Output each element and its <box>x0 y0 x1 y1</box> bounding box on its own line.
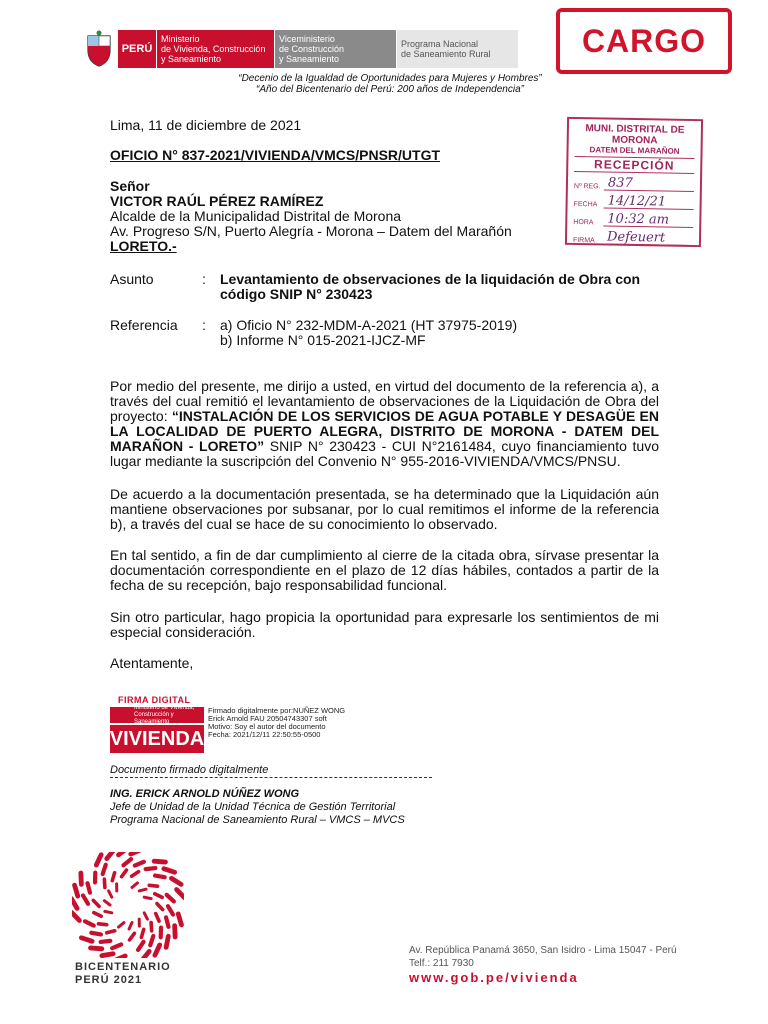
cargo-stamp: CARGO <box>556 8 732 74</box>
program-tag: Programa Nacional de Saneamiento Rural <box>396 30 518 68</box>
oficio-number: OFICIO N° 837-2021/VIVIENDA/VMCS/PNSR/UTGT <box>110 147 441 163</box>
recipient-block <box>110 179 512 254</box>
viceministry-tag: Viceministerio de Construcción y Saneamiento <box>274 30 396 68</box>
referencia-items: a) Oficio N° 232-MDM-A-2021 (HT 37975-2019) b) Informe N° 015-2021-IJCZ-MF <box>220 317 518 348</box>
recipient-salute: Señor <box>110 178 150 194</box>
asunto-colon: : <box>202 271 206 287</box>
referencia-label: Referencia <box>110 317 178 333</box>
referencia-colon: : <box>202 317 206 333</box>
footer-website: www.gob.pe/vivienda <box>409 970 579 985</box>
digital-signature-details: Firmado digitalmente por:NUÑEZ WONG Erick Arnold FAU 20504743307 soft Motivo: Soy el autor del documento Fecha: 2021/12/11 22:50:55-0500 <box>208 706 346 739</box>
ministry-tag: Ministerio de Vivienda, Construcción y Saneamiento <box>156 30 274 68</box>
asunto-label: Asunto <box>110 271 154 287</box>
reception-stamp: MUNI. DISTRITAL DE MORONA DATEM DEL MARAÑON RECEPCIÓN Nº REG. 837 FECHA 14/12/21 HORA 10:32 am FIRMA Defeuert <box>565 117 703 247</box>
signer-title: Jefe de Unidad de la Unidad Técnica de Gestión Territorial <box>110 801 396 813</box>
vivienda-logo: VIVIENDA <box>110 725 204 753</box>
body-paragraph-1: Por medio del presente, me dirijo a usted, en virtud del documento de la referencia a), a través del cual remitió el levantamiento de observaciones de la Liquidación de Obra del proyecto: “INSTALACIÓN DE LOS SERVICIOS DE AGUA POTABLE Y DESAGÜE EN LA LOCALIDAD DE PUERTO ALEGRA, DISTRITO DE MORONA - DATEM DEL MARAÑON - LORETO” SNIP N° 230423 - CUI N°2161484, cuyo financiamiento tuvo lugar mediante la suscripción del Convenio N° 955-2016-VIVIENDA/VMCS/PNSU. <box>110 378 659 469</box>
documento-firmado: Documento firmado digitalmente <box>110 764 269 776</box>
recipient-role: Alcalde de la Municipalidad Distrital de Morona <box>110 208 402 224</box>
recipient-address: Av. Progreso S/N, Puerto Alegría - Morona – Datem del Marañón <box>110 223 512 239</box>
closing: Atentamente, <box>110 655 194 671</box>
letter-date: Lima, 11 de diciembre de 2021 <box>110 117 302 133</box>
coat-of-arms-icon <box>84 30 114 68</box>
body-paragraph-2: De acuerdo a la documentación presentada, se ha determinado que la Liquidación aún mantiene observaciones por subsanar, por lo cual remitimos el informe de la referencia b), a través del cual se hace de su conocimiento lo observado. <box>110 486 659 532</box>
body-paragraph-4: Sin otro particular, hago propicia la oportunidad para expresarle los sentimientos de mi especial consideración. <box>110 609 659 640</box>
footer-address: Av. República Panamá 3650, San Isidro - Lima 15047 - Perú Telf.: 211 7930 <box>409 945 677 969</box>
bicentenario-text: BICENTENARIO PERÚ 2021 <box>75 961 171 986</box>
signer-program: Programa Nacional de Saneamiento Rural – VMCS – MVCS <box>110 814 405 826</box>
letterhead <box>84 30 518 68</box>
recipient-region: LORETO.- <box>110 238 177 254</box>
decenio-motto: “Decenio de la Igualdad de Oportunidades para Mujeres y Hombres” “Año del Bicentenario del Perú: 200 años de Independencia” <box>238 73 542 95</box>
signature-divider <box>110 777 432 778</box>
ministry-mini-logo: Ministerio de Vivienda, Construcción y Saneamiento <box>110 707 204 723</box>
signer-name: ING. ERICK ARNOLD NÚÑEZ WONG <box>110 788 300 800</box>
signer-block <box>110 788 405 827</box>
asunto-text: Levantamiento de observaciones de la liquidación de Obra con código SNIP N° 230423 <box>220 271 641 302</box>
body-paragraph-3: En tal sentido, a fin de dar cumplimiento al cierre de la citada obra, sírvase presentar la documentación correspondiente en el plazo de 12 días hábiles, contados a partir de la fecha de su recepción, bajo responsabilidad funcional. <box>110 547 659 593</box>
peru-tag: PERÚ <box>118 30 156 68</box>
firma-digital-label: FIRMA DIGITAL <box>118 695 191 705</box>
recipient-name: VICTOR RAÚL PÉREZ RAMÍREZ <box>110 193 324 209</box>
bicentenario-logo-icon <box>72 852 184 958</box>
